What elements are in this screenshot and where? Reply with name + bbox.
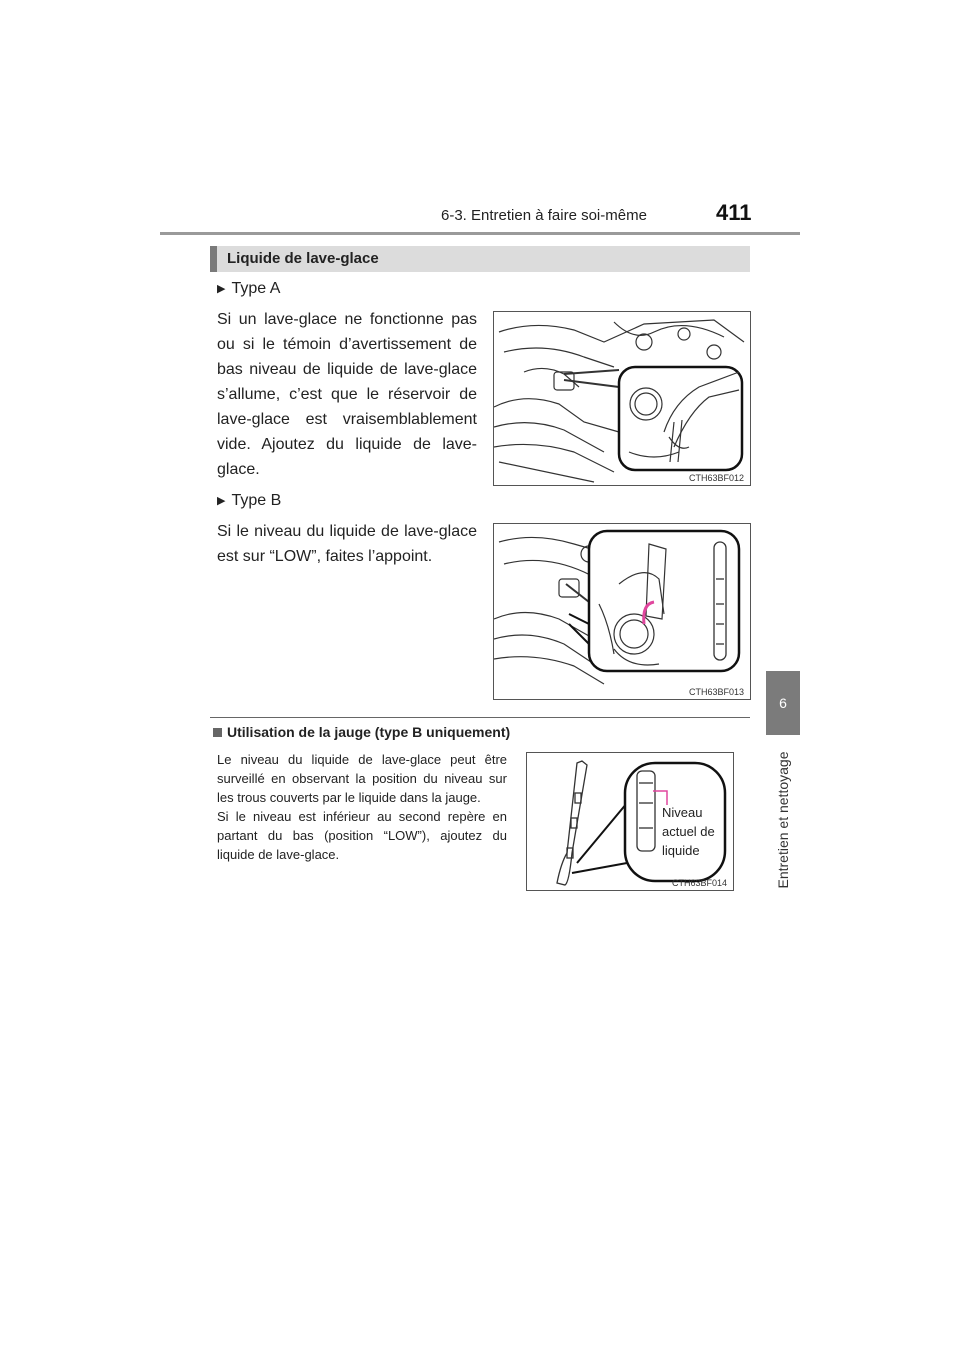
chapter-tab[interactable]	[766, 671, 800, 735]
type-b-label	[217, 492, 281, 510]
engine-bay-reservoir-illustration	[494, 312, 750, 485]
chapter-number: 6	[779, 695, 787, 711]
figure-code-b: CTH63BF013	[688, 687, 744, 697]
chapter-title: Entretien et nettoyage	[775, 751, 791, 889]
type-a-label-text: Type A	[231, 280, 281, 297]
type-b-label-text: Type B	[231, 492, 282, 509]
fluid-level-callout	[662, 803, 722, 860]
dipstick-reservoir-illustration	[494, 524, 750, 699]
header-rule	[160, 232, 800, 235]
triangle-bullet-icon: ▶	[217, 495, 226, 507]
type-a-paragraph: Si un lave-glace ne fonctionne pas ou si le témoin d’avertissement de bas niveau de liquide de lave-glace s’allume, c’est que le réservoir de lave-glace est vraisemblablement vide. Ajoutez du liquide de lave-glace.	[217, 311, 477, 478]
figure-code-gauge: CTH63BF014	[671, 878, 727, 888]
callout-line-2: actuel de	[662, 824, 715, 839]
section-title-bar: Liquide de lave-glace	[210, 246, 750, 272]
type-a-label	[217, 280, 280, 298]
figure-type-a	[493, 311, 751, 486]
callout-line-1: Niveau	[662, 805, 703, 820]
gauge-heading-text: Utilisation de la jauge (type B uniquement)	[227, 724, 511, 740]
triangle-bullet-icon: ▶	[217, 283, 226, 295]
figure-code-a: CTH63BF012	[688, 473, 744, 483]
page-number: 411	[716, 200, 752, 225]
section-divider	[210, 717, 750, 718]
type-b-paragraph: Si le niveau du liquide de lave-glace est sur “LOW”, faites l’appoint.	[217, 523, 477, 565]
gauge-paragraph-1: Le niveau du liquide de lave-glace peut être surveillé en observant la position du niveau sur les trous couverts par le liquide dans la jauge.	[217, 752, 507, 805]
callout-line-3: liquide	[662, 843, 700, 858]
gauge-paragraph	[217, 750, 507, 864]
square-bullet-icon	[213, 728, 222, 737]
header-section-title: 6-3. Entretien à faire soi-même	[441, 207, 647, 224]
figure-type-b	[493, 523, 751, 700]
gauge-heading	[213, 724, 510, 740]
gauge-paragraph-2: Si le niveau est inférieur au second repère en partant du bas (position “LOW”), ajoutez du liquide de lave-glace.	[217, 809, 507, 862]
